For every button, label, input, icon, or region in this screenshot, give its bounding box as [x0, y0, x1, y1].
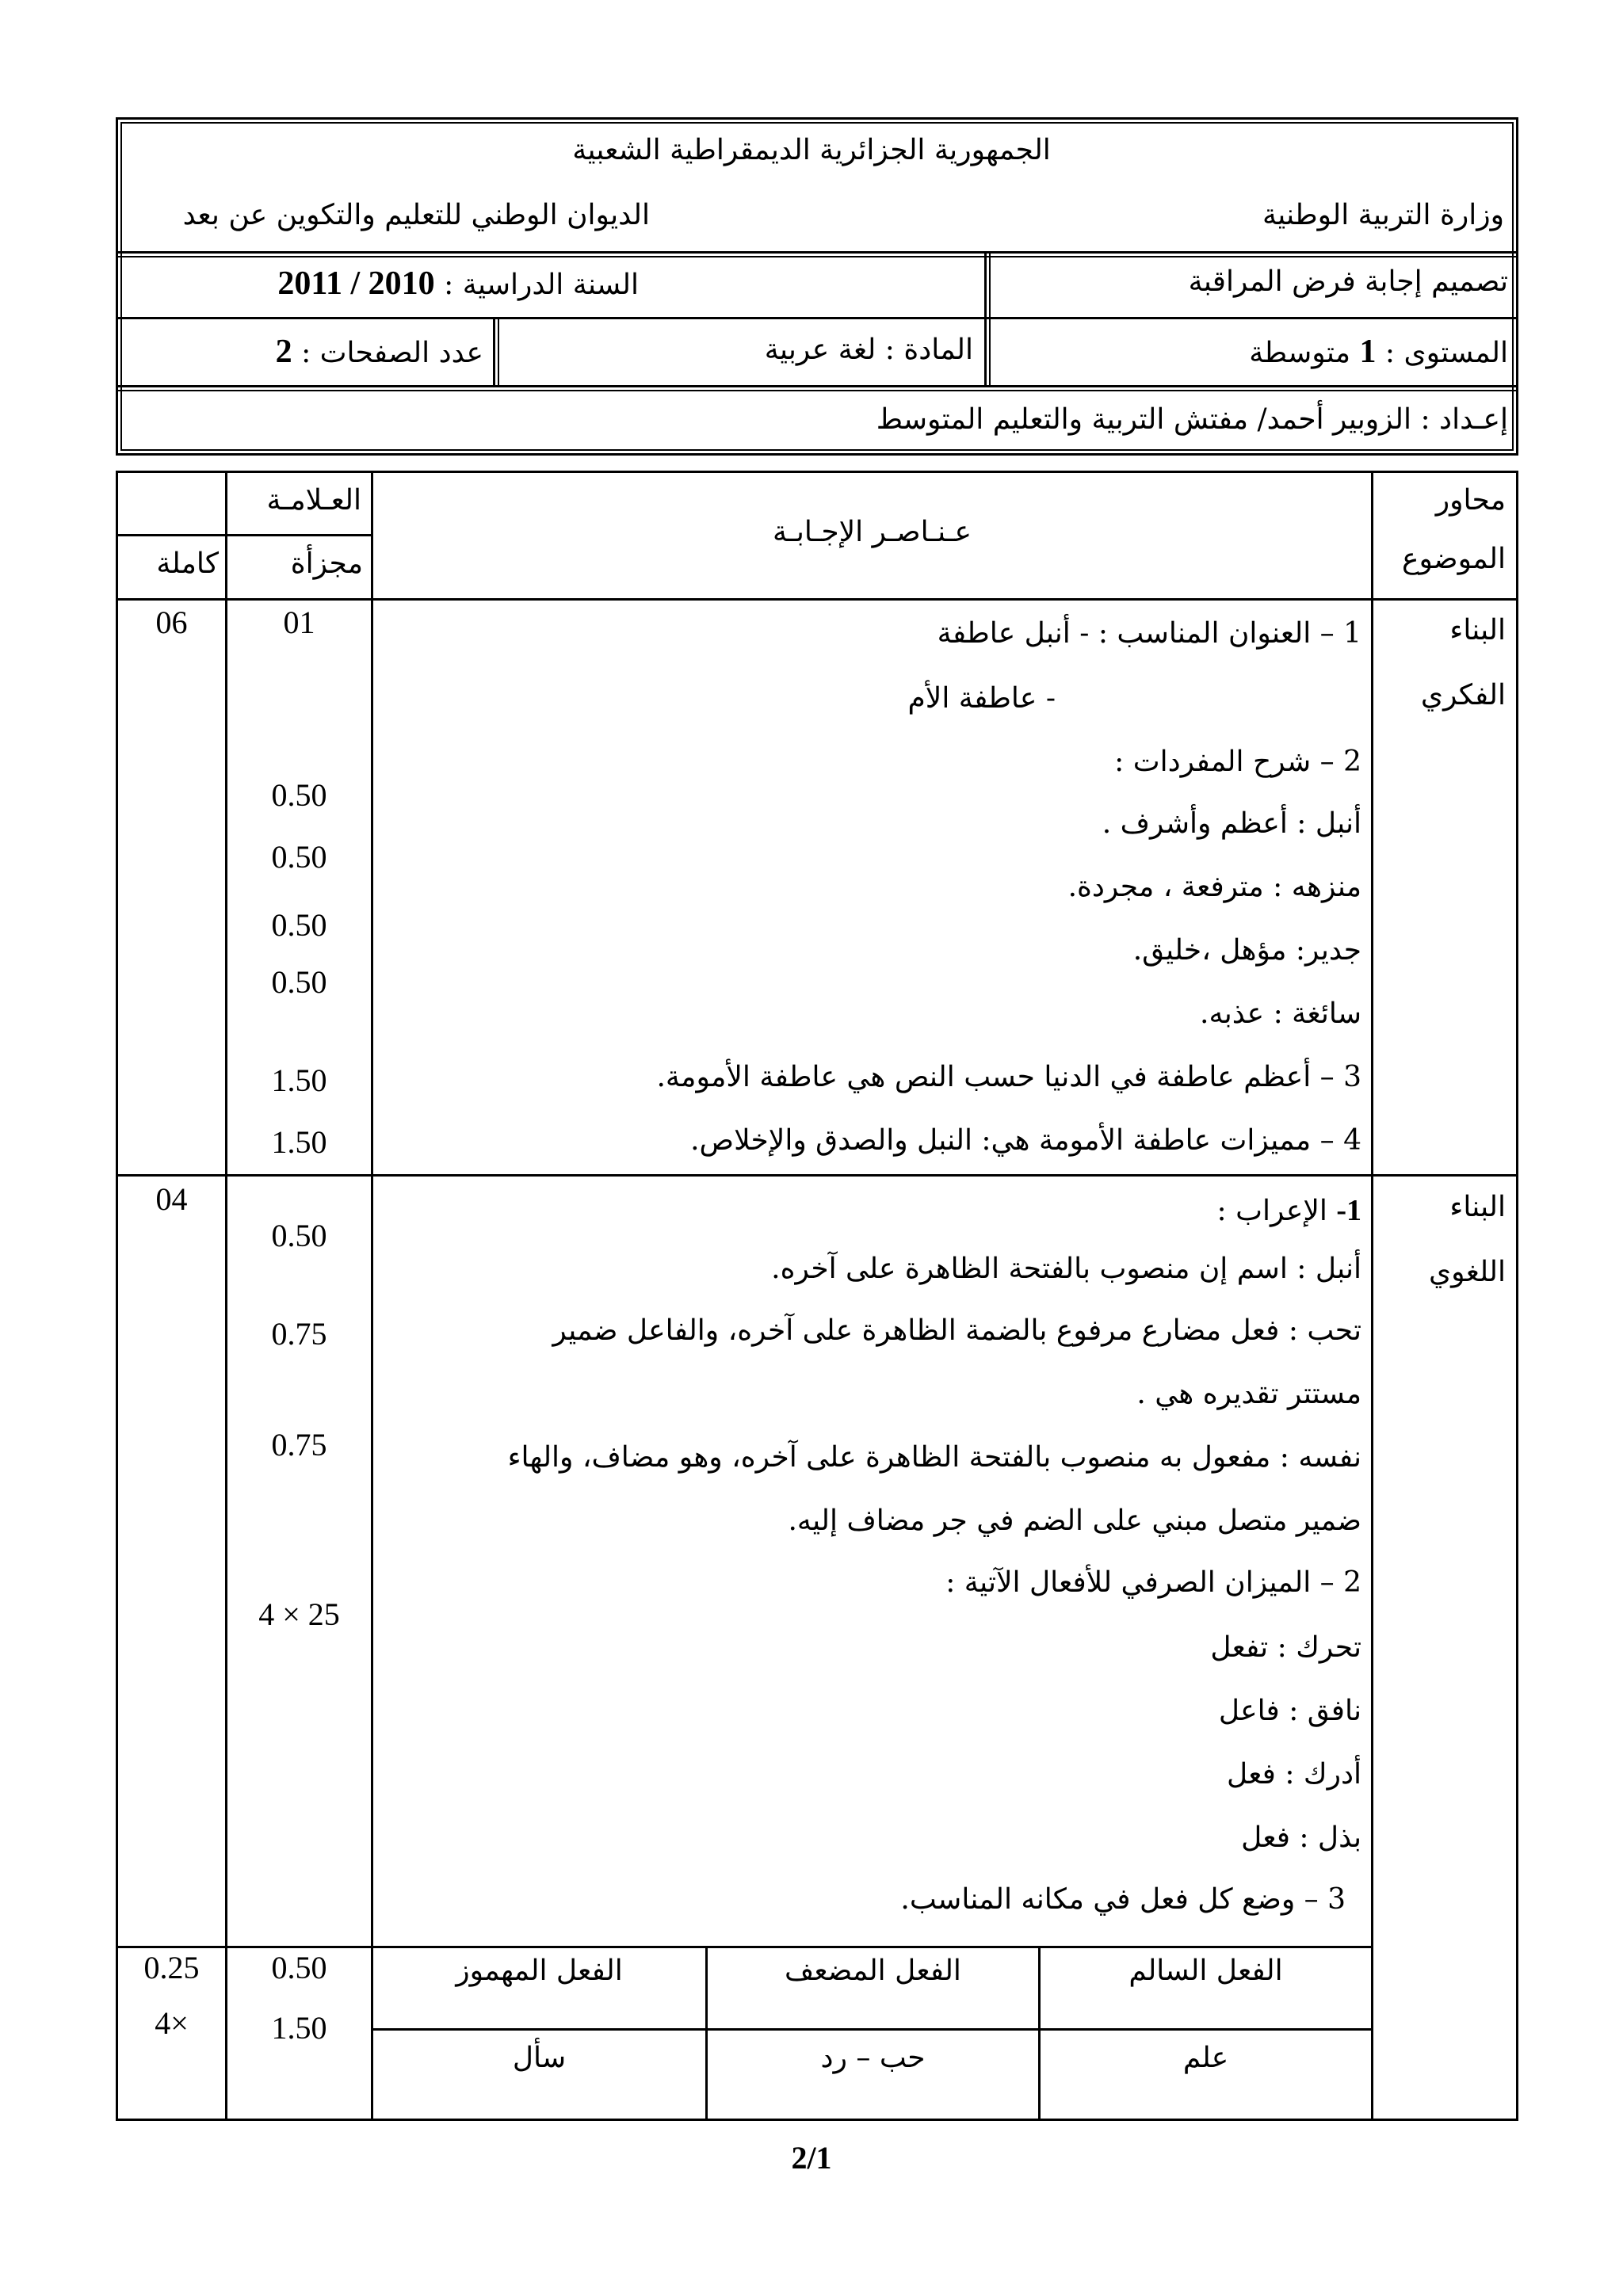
answer-table [116, 471, 1518, 2121]
verb-value-doubled: حب – رد [820, 2042, 926, 2074]
axes-header-1: محاور [1435, 484, 1506, 517]
s3-full-grade-2: 4× [155, 2005, 189, 2041]
header-vdivider-1b [989, 254, 991, 386]
s1-grade-4: 0.50 [271, 907, 327, 943]
s2-line-10: بذل : فعل [1241, 1821, 1361, 1854]
grade-header: العـلامـة [266, 484, 361, 517]
page-number: 2/1 [791, 2140, 832, 2176]
col-line-axes [1371, 471, 1373, 1968]
level [1249, 333, 1508, 371]
section1-bottom [116, 1174, 1518, 1177]
s1-grade-5: 0.50 [271, 964, 327, 1000]
col-line-answer [371, 471, 373, 2121]
s2-line-1: أنبل : اسم إن منصوب بالفتحة الظاهرة على آخره. [771, 1253, 1361, 1285]
header-divider-2 [118, 317, 1516, 319]
s1-line-5: منزهه : مترفعة ، مجردة. [1067, 871, 1361, 903]
school-year [219, 265, 639, 303]
s2-line-5: ضمير متصل مبني على الضم في جر مضاف إليه. [788, 1505, 1361, 1537]
verb-header-hamzated: الفعل المهموز [456, 1955, 623, 1987]
verb-header-sound: الفعل السالم [1128, 1955, 1283, 1987]
ministry-name: وزارة التربية الوطنية [1262, 199, 1504, 231]
s2-line-4: نفسه : مفعول به منصوب بالفتحة الظاهرة على آخره، وهو مضاف، والهاء [507, 1441, 1361, 1474]
section2-bottom [116, 1946, 373, 1948]
verb-header-doubled: الفعل المضعف [785, 1955, 961, 1987]
pages-value: 2 [275, 334, 292, 370]
header-divider-3 [118, 385, 1516, 387]
s1-line-2: - عاطفة الأم [907, 682, 1056, 715]
s1-line-9: 4 – مميزات عاطفة الأمومة هي: النبل والصدق والإخلاص. [690, 1124, 1361, 1157]
s1-line-3: 2 – شرح المفردات : [1114, 746, 1361, 778]
level-value: 1 [1359, 334, 1377, 370]
header-vdivider-2 [493, 319, 495, 386]
header-divider-1 [118, 251, 1516, 254]
verb-table-top [371, 1946, 1373, 1948]
s2-line-11: 3 – وضع كل فعل في مكانه المناسب. [900, 1883, 1346, 1916]
s2-line-8: نافق : فاعل [1218, 1695, 1361, 1727]
s2-heading [1217, 1192, 1361, 1230]
verb-col-line-3 [1371, 1946, 1373, 2121]
s1-line-6: جدير: مؤهل ،خليق. [1132, 934, 1361, 967]
section2-full-grade: 04 [155, 1181, 188, 1217]
school-year-label: السنة الدراسية : [444, 269, 639, 301]
full-header: كاملة [156, 547, 219, 580]
republic-title: الجمهورية الجزائرية الديمقراطية الشعبية [572, 134, 1051, 166]
pages-label: عدد الصفحات : [301, 337, 483, 369]
pages-count [238, 333, 483, 371]
s2-heading-text: الإعراب : [1216, 1195, 1327, 1227]
s3-grade-1: 0.50 [271, 1950, 327, 1985]
verb-value-sound: علم [1182, 2042, 1229, 2074]
s2-line-2: تحب : فعل مضارع مرفوع بالضمة الظاهرة على آخره، والفاعل ضمير [552, 1314, 1361, 1347]
s3-grade-2: 1.50 [271, 2010, 327, 2046]
grade-header-split [116, 534, 373, 536]
office-name: الديوان الوطني للتعليم والتكوين عن بعد [182, 199, 650, 231]
header-divider-3b [118, 390, 1516, 391]
s1-grade-2: 0.50 [271, 777, 327, 813]
s1-grade-7: 1.50 [271, 1124, 327, 1160]
s2-line-6: 2 – الميزان الصرفي للأفعال الآتية : [945, 1566, 1361, 1599]
s1-line-4: أنبل : أعظم وأشرف . [1102, 807, 1361, 840]
table-header-bottom [116, 598, 1518, 601]
s2-grade-4: 4 × 25 [258, 1596, 340, 1632]
s2-heading-num: 1- [1336, 1194, 1361, 1227]
section1-axis-1: البناء [1449, 614, 1506, 646]
prepared-by: إعـداد : الزوبير أحمد/ مفتش التربية والتعليم المتوسط [876, 403, 1508, 436]
header-vdivider-1 [984, 254, 987, 386]
s2-grade-1: 0.50 [271, 1218, 327, 1253]
level-suffix: متوسطة [1249, 337, 1350, 369]
s1-grade-3: 0.50 [271, 839, 327, 875]
col-line-partial [225, 471, 227, 2121]
answer-elements-header: عـنـاصـر الإجـابـة [773, 516, 972, 548]
verb-table-mid [371, 2028, 1373, 2031]
section1-full-grade: 06 [155, 605, 188, 640]
s2-line-7: تحرك : تفعل [1210, 1631, 1361, 1664]
s3-full-grade-1: 0.25 [143, 1950, 200, 1985]
s2-line-9: أدرك : فعل [1227, 1758, 1361, 1791]
s1-line-7: سائغة : عذبه. [1200, 997, 1361, 1030]
s1-grade-6: 1.50 [271, 1062, 327, 1098]
exam-title: تصميم إجابة فرض المراقبة [1188, 265, 1508, 298]
s1-line-1: 1 – العنوان المناسب : - أنبل عاطفة [937, 617, 1361, 650]
s1-grade-1: 01 [283, 605, 315, 640]
section2-axis-1: البناء [1449, 1191, 1506, 1223]
s2-grade-3: 0.75 [271, 1427, 327, 1463]
section2-axis-2: اللغوي [1428, 1256, 1506, 1288]
header-vdivider-2b [498, 319, 499, 386]
axes-header-2: الموضوع [1401, 543, 1506, 575]
s1-line-8: 3 – أعظم عاطفة في الدنيا حسب النص هي عاطفة الأمومة. [656, 1061, 1361, 1093]
level-label: المستوى : [1384, 337, 1508, 369]
s2-line-3: مستتر تقديره هي . [1136, 1378, 1361, 1410]
school-year-value: 2011 / 2010 [277, 265, 435, 302]
section1-axis-2: الفكري [1420, 679, 1506, 711]
subject: المادة : لغة عربية [764, 334, 973, 366]
s2-grade-2: 0.75 [271, 1316, 327, 1352]
verb-value-hamzated: سأل [512, 2042, 567, 2074]
header-divider-1b [118, 256, 1516, 257]
partial-header: مجزأة [290, 547, 363, 580]
